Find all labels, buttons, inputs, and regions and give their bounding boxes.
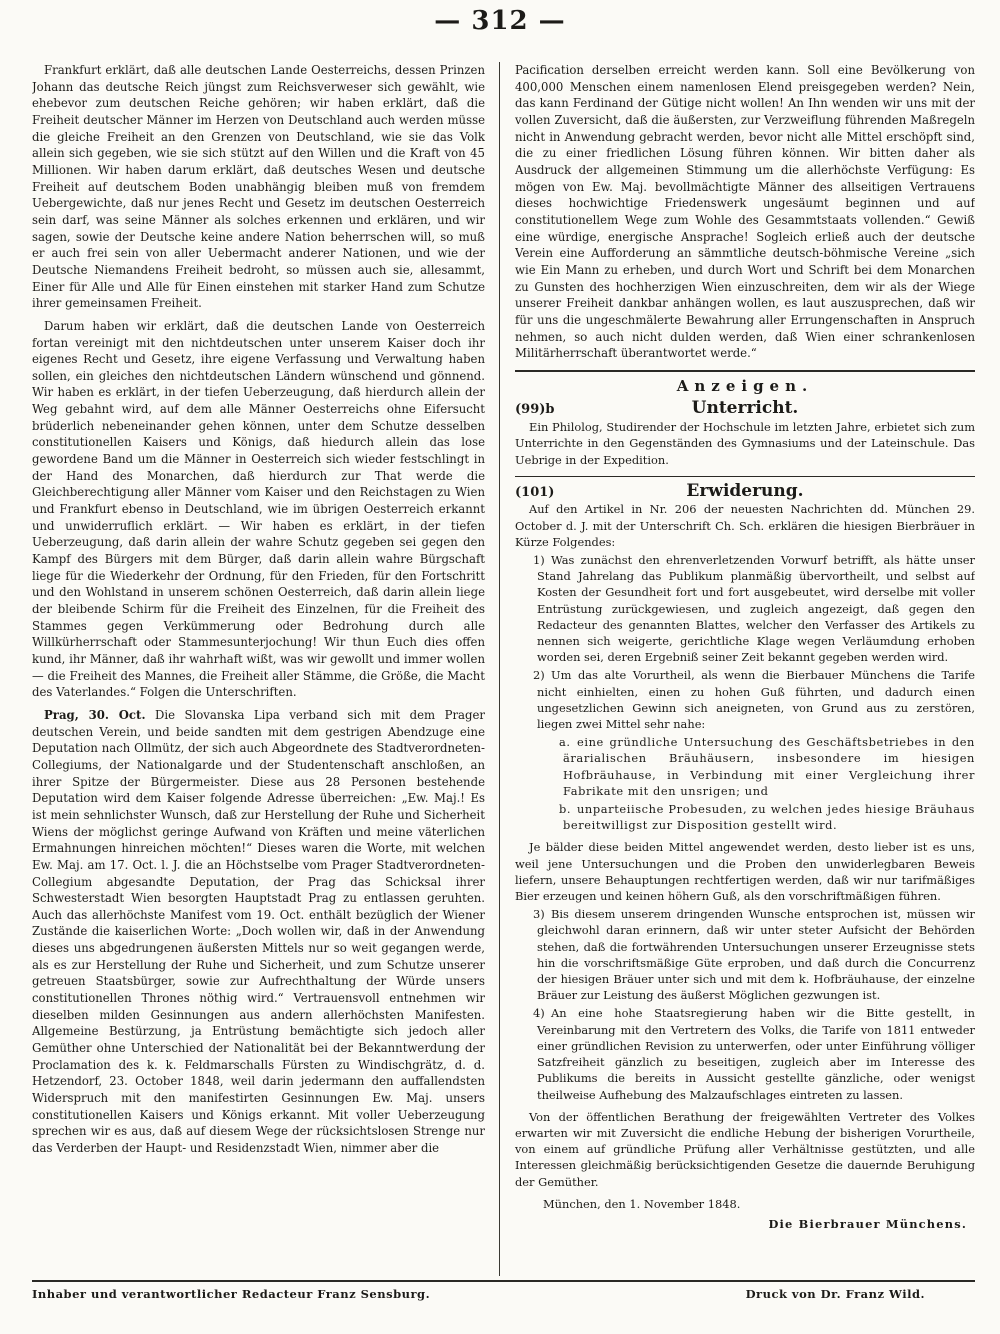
list-item-number: 4) — [533, 1006, 545, 1021]
list-item — [515, 906, 975, 1003]
ad-header — [515, 400, 975, 419]
list-item — [515, 552, 975, 665]
list-item-text: Was zunächst den ehrenverletzenden Vorwurf betrifft, als hätte unser Stand Jahrelang das Publikum planmäßig übervortheilt, und selbst auf Kosten der Gesundheit fort und fort ausgebeutet, wird derselbe mit voller Entrüstung zurückgewiesen, und zugleich angezeigt, daß gegen den Redacteur des genannten Blattes, welcher den Verfasser des Artikels zu nennen sich weigerte, gerichtliche Klage wegen Verläumdung erhoben worden sei, deren Ergebniß seiner Zeit bekannt gegeben werden wird. — [537, 553, 975, 665]
ad-header — [515, 480, 975, 502]
ad-title: Erwiderung. — [686, 480, 804, 501]
sub-list-item — [515, 734, 975, 799]
prag-report — [32, 707, 485, 1157]
signature: Die Bierbrauer Münchens. — [768, 1216, 967, 1231]
list-item-number: 3) — [533, 907, 545, 922]
sub-list-item-text: eine gründliche Untersuchung des Geschäftsbetriebes in den ärarialischen Bräuhäusern, insbesondere im hiesigen Hofbräuhause, in Verbindung mit einer Vergleichung ihrer Fabrikate mit den unsrigen; und — [563, 735, 975, 798]
left-column — [32, 62, 485, 1278]
sub-list-item-letter: b. — [559, 802, 572, 817]
article-paragraph: Darum haben wir erklärt, daß die deutschen Lande von Oesterreich fortan vereinigt mit den nichtdeutschen unter unserem Kaiser doch ihr eigenes Recht und Gesetz, ihre eigene Verfassung und Verwaltung haben sollen, ein gleiches den nichtdeutschen Ländern wünschend und gönnend. Wir haben es erklärt, in der tiefen Ueberzeugung, daß hierdurch allein der Weg gebahnt wird, auf dem alle Männer Oesterreichs ohne Eifersucht brüderlich nebeneinander gehen können, unter dem Schutze desselben constitutionellen Kaisers und Königs, daß hiedurch allein das lose gewordene Band um die Männer in Oesterreich sich wieder festschlingt in der Hand des Monarchen, daß hierdurch zur That werde die Gleichberechtigung aller Männer vom Kaiser und den Reichstagen zu Wien und Frankfurt ebenso in Deutschland, wie im übrigen Oesterreich erkannt und unwiderruflich erklärt. — Wir haben es erklärt, in der tiefen Ueberzeugung, daß darin allein der wahre Schutz gegeben sei gegen den Kampf des Bürgers mit dem Bürger, daß darin allein wahre Bürgschaft liege für die Wiederkehr der Ordnung, für den Frieden, für den Fortschritt und den Wohlstand in unserem schönen Oesterreich, daß darin allein liege der bleibende Schirm für die Freiheit des Einzelnen, für die Freiheit des Stammes gegen Verkümmerung oder Bedrohung durch alle Willkürherrschaft oder Stammesunterjochung! Wir thun Euch dies offen kund, ihr Männer, daß ihr wahrhaft wißt, was wir gewollt und immer wollen — die Freiheit des Mannes, die Freiheit aller Stämme, die Größe, die Macht des Vaterlandes.“ Folgen die Unterschriften. — [32, 318, 485, 700]
ad-paragraph: Je bälder diese beiden Mittel angewendet werden, desto lieber ist es uns, weil jene Untersuchungen und die Proben den unwiderlegbaren Beweis liefern, unsere Behauptungen rechtfertigen werden, daß wir nur tarifmäßiges Bier erzeugen und keinen höhern Guß, als den vorschriftmäßigen führen. — [515, 840, 975, 904]
list-item-text: Bis diesem unserem dringenden Wunsche entsprochen ist, müssen wir gleichwohl daran erinnern, daß wir unter steter Aufsicht der Behörden stehen, daß die fortwährenden Untersuchungen unserer Erzeugnisse stets hin die vorschriftsmäßige Güte erproben, und daß durch die Concurrenz der hiesigen Bräuer unter sich und mit dem k. Hofbräuhause, der einzelne Bräuer zur Leistung des äußerst Möglichen gezwungen ist. — [537, 907, 975, 1003]
list-item — [515, 667, 975, 732]
footer-rule — [32, 1280, 975, 1282]
ad-closing: Von der öffentlichen Berathung der freigewählten Vertreter des Volkes erwarten wir mit Zuversicht die endliche Hebung der bisherigen Vorurtheile, von einem auf gründliche Prüfung aller Verhältnisse gestützten, und alle Interessen gleichmäßig berücksichtigenden Gesetze die dauernde Beruhigung der Gemüther. — [515, 1109, 975, 1189]
imprint-editor: Inhaber und verantwortlicher Redacteur Franz Sensburg. — [32, 1287, 431, 1301]
prag-dateline: Prag, 30. Oct. — [44, 707, 146, 722]
article-paragraph: Frankfurt erklärt, daß alle deutschen Lande Oesterreichs, dessen Prinzen Johann das deutsche Reich jüngst zum Reichsverweser sich gewählt, wie ehebevor zum deutschen Reiche gehören; wir haben erklärt, daß die Freiheit deutscher Männer im Herzen von Deutschland auch werden müsse die gleiche Freiheit an den Grenzen von Deutschland, wie sie das Volk allein sich gegeben, wie sie sich stützt auf den Willen und die Kraft von 45 Millionen. Wir haben darum erklärt, daß deutsches Wesen und deutsche Freiheit auf deutschem Boden unabhängig bleiben muß von fremdem Uebergewichte, daß nur jenes Recht und Gesetz im deutschen Oesterreich sein darf, was seine Männer als solches erkennen und erklären, und wir sagen, sowie der Deutsche keine andere Nation beherrschen will, so muß er auch frei sein von aller Uebermacht anderer Nationen, und wie der Deutsche Niemandens Freiheit bedroht, so müssen auch sie, allesammt, Einer für Alle und Alle für Einen einstehen mit starker Hand zum Schutze ihrer gemeinsamen Freiheit. — [32, 63, 485, 311]
ad-title: Unterricht. — [691, 398, 799, 419]
article-continuation: Pacification derselben erreicht werden kann. Soll eine Bevölkerung von 400,000 Menschen einem namenlosen Elend preisgegeben werden? Nein, das kann Ferdinand der Gütige nicht wollen! An Ihn wenden wir uns mit der vollen Zuversicht, daß die äußersten, zur Verzweiflung führenden Maßregeln nicht in Anwendung gebracht werden, bevor nicht alle Mittel erschöpft sind, die zu einer friedlichen Lösung führen können. Wir bitten daher als Ausdruck der allgemeinen Stimmung um die allerhöchste Verfügung: Es mögen von Ew. Maj. bevollmächtigte Männer des allseitigen Vertrauens dieses hochwichtige Friedenswerk ungesäumt beginnen und auf constitutionellem Wege zum Wohle des Gesammtstaats vollenden.“ Gewiß eine würdige, energische Ansprache! Sogleich erließ auch der deutsche Verein eine Aufforderung an sämmtliche deutsch-böhmische Vereine „sich wie Ein Mann zu erheben, und durch Wort und Schrift bei dem Monarchen zu Gunsten des hochherzigen Wien einzuschreiten, dem wir als der Wiege unserer Freiheit dankbar anhängen wollen, es laut auszusprechen, daß wir für uns die ungeschmälerte Bewahrung aller Errungenschaften in Anspruch nehmen, so auch nicht dulden werden, daß Wien einer schrankenlosen Militärherrschaft überantwortet werde.“ — [515, 63, 975, 361]
ad-number: (101) — [515, 484, 555, 500]
list-item-text: An eine hohe Staatsregierung haben wir die Bitte gestellt, in Vereinbarung mit den Vertretern des Volks, die Tarife von 1811 entweder einer gründlichen Revision zu unterwerfen, oder unter Einführung völliger Satzfreiheit gänzlich zu beseitigen, zugleich aber im Interesse des Publikums die bereits in Aussicht gestellte gänzliche, oder wenigst theilweise Aufhebung des Malzaufschlages eintreten zu lassen. — [537, 1006, 975, 1102]
prag-report-text: Die Slovanska Lipa verband sich mit dem Prager deutschen Verein, und beide sandten mit dem gestrigen Abendzuge eine Deputation nach Ollmütz, der sich auch Abgeordnete des Stadtverordneten-Collegiums, der Nationalgarde und der Studentenschaft anschloßen, an ihrer Spitze der Bürgermeister. Diese aus 28 Personen bestehende Deputation wird dem Kaiser folgende Adresse überreichen: „Ew. Maj.! Es ist mein sehnlichster Wunsch, daß zur Herstellung der Ruhe und Sicherheit Wiens der möglichst geringe Aufwand von Kräften und meine väterlichen Ermahnungen hinreichen möchten!“ Dieses waren die Worte, mit welchen Ew. Maj. am 17. Oct. l. J. die an Höchstselbe vom Prager Stadtverordneten-Collegium abgesandte Deputation, der Prag das Schicksal ihrer Schwesterstadt Wien besorgten Hauptstadt Prag zu entlassen geruhten. Auch das allerhöchste Manifest vom 19. Oct. enthält bezüglich der Wiener Zustände die kaiserlichen Worte: „Doch wollen wir, daß in der Anwendung dieses uns abgedrungenen äußersten Mittels nur so weit gegangen werde, als es zur Herstellung der Ruhe und Sicherheit, und zum Schutze unserer getreuen Staatsbürger, sowie zur Aufrechthaltung der Würde unsers constitutionellen Thrones nöthig wird.“ Vertrauensvoll entnehmen wir dieselben milden Gesinnungen aus andern allerhöchsten Manifesten. Allgemeine Bestürzung, ja Entrüstung bemächtigte sich jedoch aller Gemüther ohne Unterschied der Nationalität bei der Bekanntwerdung der Proclamation des k. k. Feldmarschalls Fürsten zu Windischgrätz, d. d. Hetzendorf, 23. October 1848, weil darin jedermann den auffallendsten Widerspruch mit den manifestirten Gesinnungen Ew. Maj. unsers constitutionellen Kaisers und Königs erkannt. Mit voller Ueberzeugung sprechen wir es aus, daß auf diesem Wege der rücksichtslosen Strenge nur das Verderben der Haupt- und Residenzstadt Wien, nimmer aber die — [32, 707, 485, 1155]
ad-divider — [515, 476, 975, 477]
section-rule — [515, 370, 975, 372]
page-number: — 312 — — [434, 6, 566, 36]
right-column — [515, 62, 975, 1278]
ad-text: Ein Philolog, Studirender der Hochschule im letzten Jahre, erbietet sich zum Unterrichte in den Gegenständen des Gymnasiums und der Lateinschule. Das Uebrige in der Expedition. — [515, 420, 975, 467]
sub-list-item-text: unparteiische Probesuden, zu welchen jedes hiesige Bräuhaus bereitwilligst zur Disposition gestellt wird. — [563, 802, 975, 833]
sub-list-item — [515, 801, 975, 833]
list-item — [515, 1005, 975, 1102]
list-item-number: 1) — [533, 553, 545, 567]
ad-intro: Auf den Artikel in Nr. 206 der neuesten Nachrichten dd. München 29. October d. J. mit der Unterschrift Ch. Sch. erklären die hiesigen Bierbräuer in Kürze Folgendes: — [515, 502, 975, 549]
ads-heading: Anzeigen. — [676, 376, 814, 395]
list-item-number: 2) — [533, 668, 545, 683]
date-place: München, den 1. November 1848. — [543, 1196, 741, 1211]
ad-number: (99)b — [515, 402, 555, 418]
sub-list-item-letter: a. — [559, 735, 571, 750]
ad-body — [515, 419, 975, 468]
imprint-printer: Druck von Dr. Franz Wild. — [745, 1287, 925, 1301]
list-item-text: Um das alte Vorurtheil, als wenn die Bierbauer Münchens die Tarife nicht einhielten, einen zu hohen Guß führten, und dadurch einen ungesetzlichen Gewinn sich aneigneten, von Grund aus zu zerstören, liegen zwei Mittel sehr nahe: — [537, 668, 975, 732]
imprint-footer — [32, 1287, 975, 1301]
ad-body — [515, 501, 975, 1232]
column-divider — [499, 62, 500, 1276]
